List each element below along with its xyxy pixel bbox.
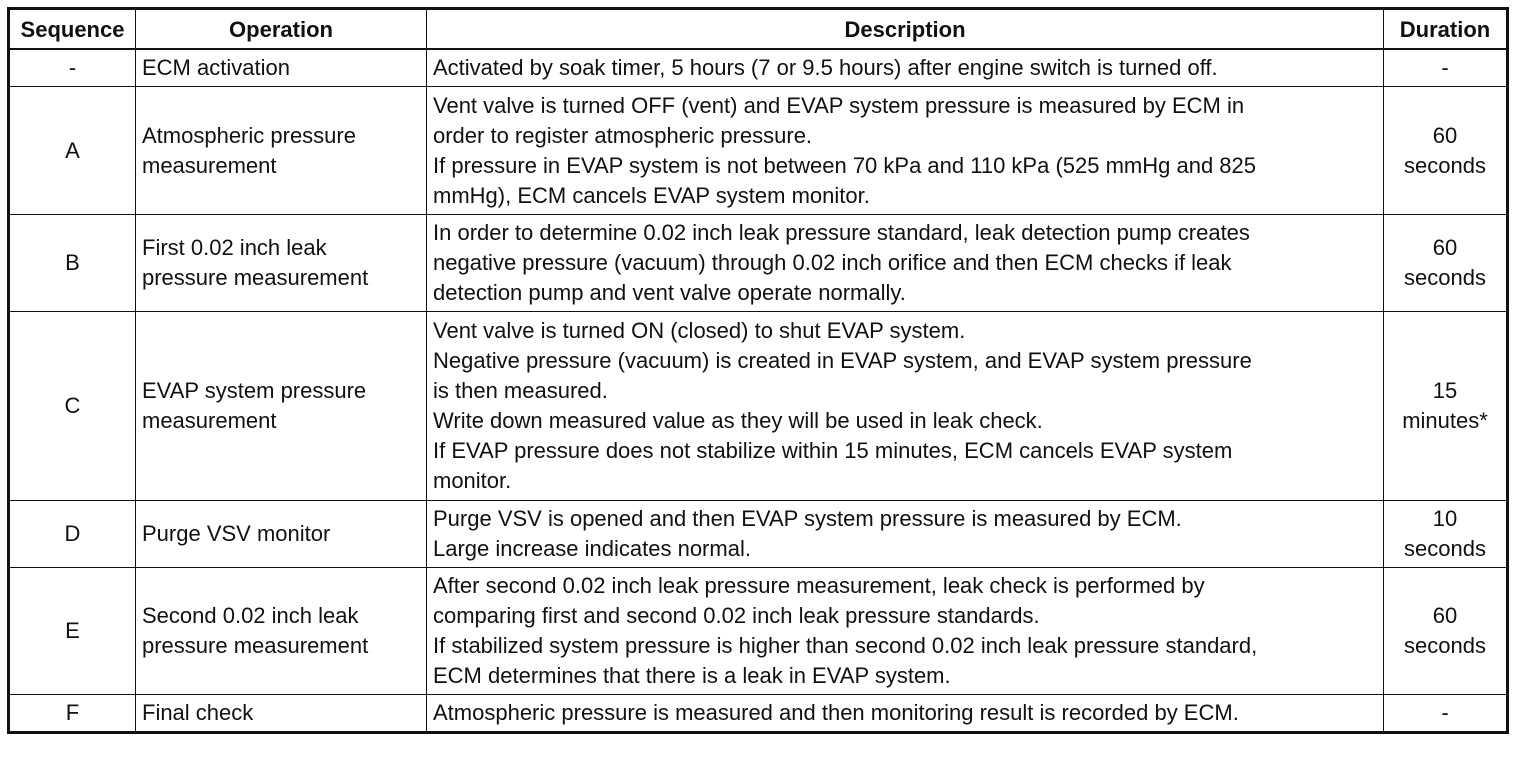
operation-cell bbox=[136, 695, 427, 733]
description-cell bbox=[427, 215, 1384, 312]
description-line: If pressure in EVAP system is not between 70 kPa and 110 kPa (525 mmHg and 825 bbox=[433, 152, 1257, 178]
description-line: ECM determines that there is a leak in EVAP system. bbox=[433, 663, 951, 688]
table-header-row bbox=[9, 9, 1508, 50]
sequence-cell: B bbox=[9, 215, 136, 312]
header-description: Description bbox=[427, 9, 1384, 50]
duration-cell bbox=[1384, 215, 1508, 312]
description-line: After second 0.02 inch leak pressure measurement, leak check is performed by bbox=[433, 573, 1205, 598]
duration-unit: seconds bbox=[1404, 265, 1486, 290]
duration-cell bbox=[1384, 312, 1508, 501]
description-line: Vent valve is turned OFF (vent) and EVAP system pressure is measured by ECM in bbox=[433, 92, 1245, 118]
duration-value: 15 bbox=[1432, 378, 1458, 403]
duration-cell bbox=[1384, 695, 1508, 733]
header-operation: Operation bbox=[136, 9, 427, 50]
duration-cell bbox=[1384, 568, 1508, 695]
description-line: order to register atmospheric pressure. bbox=[433, 122, 813, 148]
operation-text: pressure measurement bbox=[142, 633, 369, 658]
description-line: is then measured. bbox=[433, 378, 608, 403]
description-cell bbox=[427, 501, 1384, 568]
duration-cell bbox=[1384, 87, 1508, 215]
duration-text: - bbox=[1441, 55, 1449, 80]
table-row bbox=[9, 501, 1508, 568]
duration-unit: seconds bbox=[1404, 536, 1486, 561]
duration-value: 10 bbox=[1432, 506, 1458, 531]
header-duration: Duration bbox=[1384, 9, 1508, 50]
duration-unit: seconds bbox=[1404, 152, 1486, 178]
duration-value: 60 bbox=[1432, 122, 1458, 148]
description-line: Atmospheric pressure is measured and then monitoring result is recorded by ECM. bbox=[433, 700, 1239, 725]
description-line: Negative pressure (vacuum) is created in EVAP system, and EVAP system pressure bbox=[433, 348, 1252, 373]
description-line: If stabilized system pressure is higher than second 0.02 inch leak pressure standard, bbox=[433, 633, 1258, 658]
duration-cell bbox=[1384, 501, 1508, 568]
operation-text: measurement bbox=[142, 408, 277, 433]
operation-text: Final check bbox=[142, 700, 254, 725]
operation-cell bbox=[136, 215, 427, 312]
operation-cell bbox=[136, 312, 427, 501]
duration-value: 60 bbox=[1432, 603, 1458, 628]
description-line: Purge VSV is opened and then EVAP system pressure is measured by ECM. bbox=[433, 506, 1182, 531]
table-row bbox=[9, 87, 1508, 215]
table-row bbox=[9, 568, 1508, 695]
duration-text: - bbox=[1441, 700, 1449, 725]
duration-cell bbox=[1384, 49, 1508, 87]
operation-cell bbox=[136, 87, 427, 215]
operation-cell bbox=[136, 501, 427, 568]
description-line: In order to determine 0.02 inch leak pressure standard, leak detection pump creates bbox=[433, 220, 1250, 245]
description-line: If EVAP pressure does not stabilize within 15 minutes, ECM cancels EVAP system bbox=[433, 438, 1233, 463]
description-line: mmHg), ECM cancels EVAP system monitor. bbox=[433, 182, 870, 208]
table-row bbox=[9, 215, 1508, 312]
sequence-cell: - bbox=[9, 49, 136, 87]
description-cell bbox=[427, 695, 1384, 733]
sequence-cell: C bbox=[9, 312, 136, 501]
operation-text: Second 0.02 inch leak bbox=[142, 603, 359, 628]
sequence-cell: D bbox=[9, 501, 136, 568]
duration-unit: seconds bbox=[1404, 633, 1486, 658]
description-cell bbox=[427, 87, 1384, 215]
description-line: Large increase indicates normal. bbox=[433, 536, 751, 561]
operation-text: First 0.02 inch leak bbox=[142, 235, 327, 260]
sequence-cell: F bbox=[9, 695, 136, 733]
duration-value: 60 bbox=[1432, 235, 1458, 260]
evap-monitor-sequence-table bbox=[7, 7, 1509, 734]
description-line: comparing first and second 0.02 inch leak pressure standards. bbox=[433, 603, 1040, 628]
operation-cell bbox=[136, 568, 427, 695]
table-row bbox=[9, 49, 1508, 87]
sequence-cell: A bbox=[9, 87, 136, 215]
description-cell bbox=[427, 49, 1384, 87]
description-line: detection pump and vent valve operate normally. bbox=[433, 280, 906, 305]
operation-text: ECM activation bbox=[142, 55, 290, 80]
description-cell bbox=[427, 312, 1384, 501]
description-cell bbox=[427, 568, 1384, 695]
operation-text: measurement bbox=[142, 152, 277, 178]
operation-text: Purge VSV monitor bbox=[142, 521, 331, 546]
sequence-cell: E bbox=[9, 568, 136, 695]
description-line: Activated by soak timer, 5 hours (7 or 9.5 hours) after engine switch is turned off. bbox=[433, 55, 1218, 80]
description-line: monitor. bbox=[433, 468, 512, 493]
operation-text: EVAP system pressure bbox=[142, 378, 367, 403]
table-row bbox=[9, 695, 1508, 733]
operation-text: pressure measurement bbox=[142, 265, 369, 290]
description-line: Vent valve is turned ON (closed) to shut EVAP system. bbox=[433, 318, 966, 343]
duration-unit: minutes* bbox=[1402, 408, 1488, 433]
header-sequence: Sequence bbox=[9, 9, 136, 50]
operation-text: Atmospheric pressure bbox=[142, 122, 356, 148]
description-line: Write down measured value as they will be used in leak check. bbox=[433, 408, 1043, 433]
description-line: negative pressure (vacuum) through 0.02 inch orifice and then ECM checks if leak bbox=[433, 250, 1232, 275]
table-row bbox=[9, 312, 1508, 501]
operation-cell bbox=[136, 49, 427, 87]
